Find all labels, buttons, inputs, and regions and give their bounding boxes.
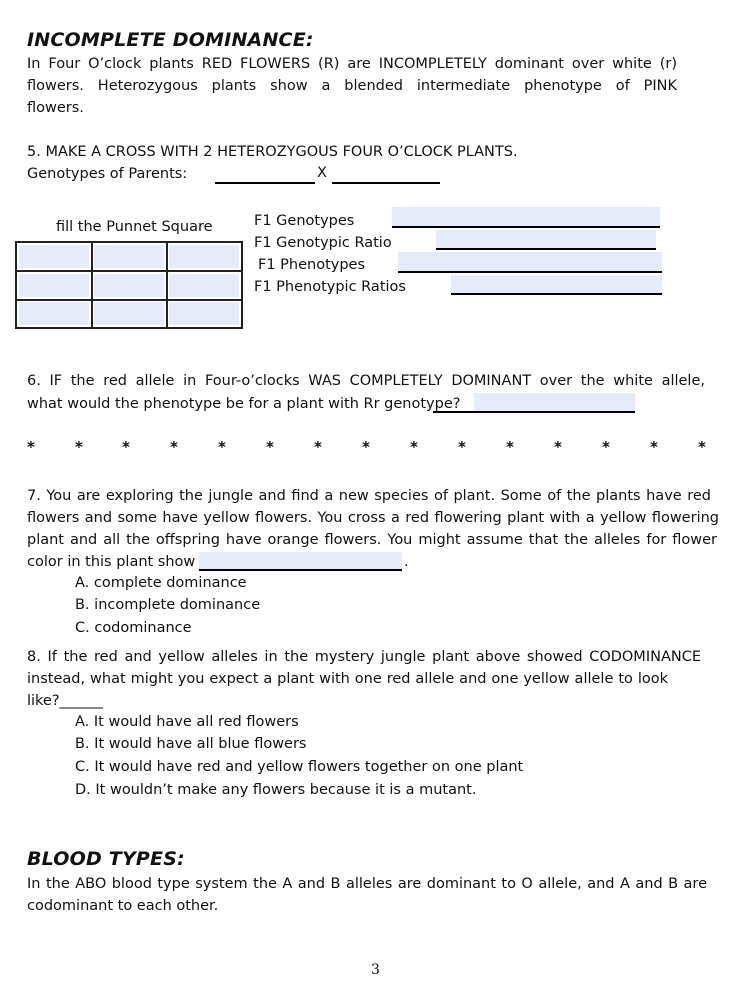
- punnett-cell[interactable]: [169, 302, 239, 325]
- f1-genotypes-label: F1 Genotypes: [254, 213, 355, 229]
- punnett-cell[interactable]: [19, 302, 89, 325]
- star: *: [314, 438, 322, 456]
- star: *: [698, 438, 706, 456]
- star: *: [602, 438, 610, 456]
- punnett-cell[interactable]: [169, 274, 239, 297]
- question-8-line-3: like?______: [27, 693, 104, 709]
- blood-types-heading: BLOOD TYPES:: [27, 848, 185, 870]
- question-7-answer-line[interactable]: [199, 552, 402, 571]
- parents-label: Genotypes of Parents:: [27, 166, 188, 182]
- star: *: [362, 438, 370, 456]
- question-8-option-b: B. It would have all blue flowers: [75, 736, 307, 752]
- star: *: [218, 438, 226, 456]
- blood-types-line-1: In the ABO blood type system the A and B alleles are dominant to O allele, and A and B are: [27, 876, 707, 892]
- question-7-line-4: color in this plant show: [27, 554, 196, 570]
- f1-genotypic-ratio-label: F1 Genotypic Ratio: [254, 235, 392, 251]
- question-8-option-d: D. It wouldn’t make any flowers because it is a mutant.: [75, 782, 477, 798]
- f1-genotypic-ratio-answer-line[interactable]: [436, 230, 656, 250]
- question-8-line-2: instead, what might you expect a plant with one red allele and one yellow allele to look: [27, 671, 668, 687]
- star: *: [266, 438, 274, 456]
- grid-divider: [166, 243, 168, 327]
- star: *: [410, 438, 418, 456]
- blood-types-line-2: codominant to each other.: [27, 898, 219, 914]
- intro-line-2: flowers. Heterozygous plants show a blended intermediate phenotype of PINK: [27, 78, 677, 94]
- question-7-line-2: flowers and some have yellow flowers. You cross a red flowering plant with a yellow flowering: [27, 510, 719, 526]
- question-6-line-1: 6. IF the red allele in Four-o’clocks WAS COMPLETELY DOMINANT over the white allele,: [27, 373, 705, 389]
- star: *: [27, 438, 35, 456]
- f1-phenotypic-ratios-label: F1 Phenotypic Ratios: [254, 279, 406, 295]
- question-7-line-3: plant and all the offspring have orange flowers. You might assume that the alleles for flower: [27, 532, 717, 548]
- question-7-period: .: [404, 554, 409, 570]
- cross-symbol: X: [317, 165, 327, 181]
- parent-2-answer-line[interactable]: [332, 166, 440, 184]
- intro-line-1: In Four O’clock plants RED FLOWERS (R) are INCOMPLETELY dominant over white (r): [27, 56, 677, 72]
- punnett-square: [15, 241, 243, 329]
- punnett-cell[interactable]: [94, 302, 164, 325]
- page-number: 3: [371, 962, 380, 978]
- grid-divider: [17, 299, 241, 301]
- f1-genotypes-answer-line[interactable]: [392, 207, 660, 228]
- parent-1-answer-line[interactable]: [215, 166, 315, 184]
- question-6-answer-line[interactable]: [433, 393, 635, 413]
- punnett-cell[interactable]: [169, 245, 239, 268]
- question-8-option-c: C. It would have red and yellow flowers together on one plant: [75, 759, 524, 775]
- incomplete-dominance-heading: INCOMPLETE DOMINANCE:: [27, 29, 314, 51]
- question-6-line-2: what would the phenotype be for a plant with Rr genotype?: [27, 396, 461, 412]
- question-8-line-1: 8. If the red and yellow alleles in the mystery jungle plant above showed CODOMINANCE: [27, 649, 701, 665]
- question-7-option-a: A. complete dominance: [75, 575, 247, 591]
- grid-divider: [17, 270, 241, 272]
- punnett-label: fill the Punnet Square: [56, 219, 213, 235]
- star: *: [458, 438, 466, 456]
- star: *: [650, 438, 658, 456]
- f1-phenotypes-label: F1 Phenotypes: [258, 257, 366, 273]
- star: *: [170, 438, 178, 456]
- question-5: 5. MAKE A CROSS WITH 2 HETEROZYGOUS FOUR O’CLOCK PLANTS.: [27, 144, 518, 160]
- punnett-cell[interactable]: [19, 274, 89, 297]
- grid-divider: [91, 243, 93, 327]
- punnett-cell[interactable]: [94, 274, 164, 297]
- f1-phenotypes-answer-line[interactable]: [398, 252, 662, 273]
- punnett-cell[interactable]: [19, 245, 89, 268]
- f1-phenotypic-ratios-answer-line[interactable]: [451, 275, 662, 295]
- star: *: [554, 438, 562, 456]
- punnett-cell[interactable]: [94, 245, 164, 268]
- star: *: [75, 438, 83, 456]
- star: *: [506, 438, 514, 456]
- question-7-option-c: C. codominance: [75, 620, 192, 636]
- intro-line-3: flowers.: [27, 100, 84, 116]
- star: *: [122, 438, 130, 456]
- question-7-line-1: 7. You are exploring the jungle and find a new species of plant. Some of the plants have red: [27, 488, 711, 504]
- question-7-option-b: B. incomplete dominance: [75, 597, 261, 613]
- question-8-option-a: A. It would have all red flowers: [75, 714, 299, 730]
